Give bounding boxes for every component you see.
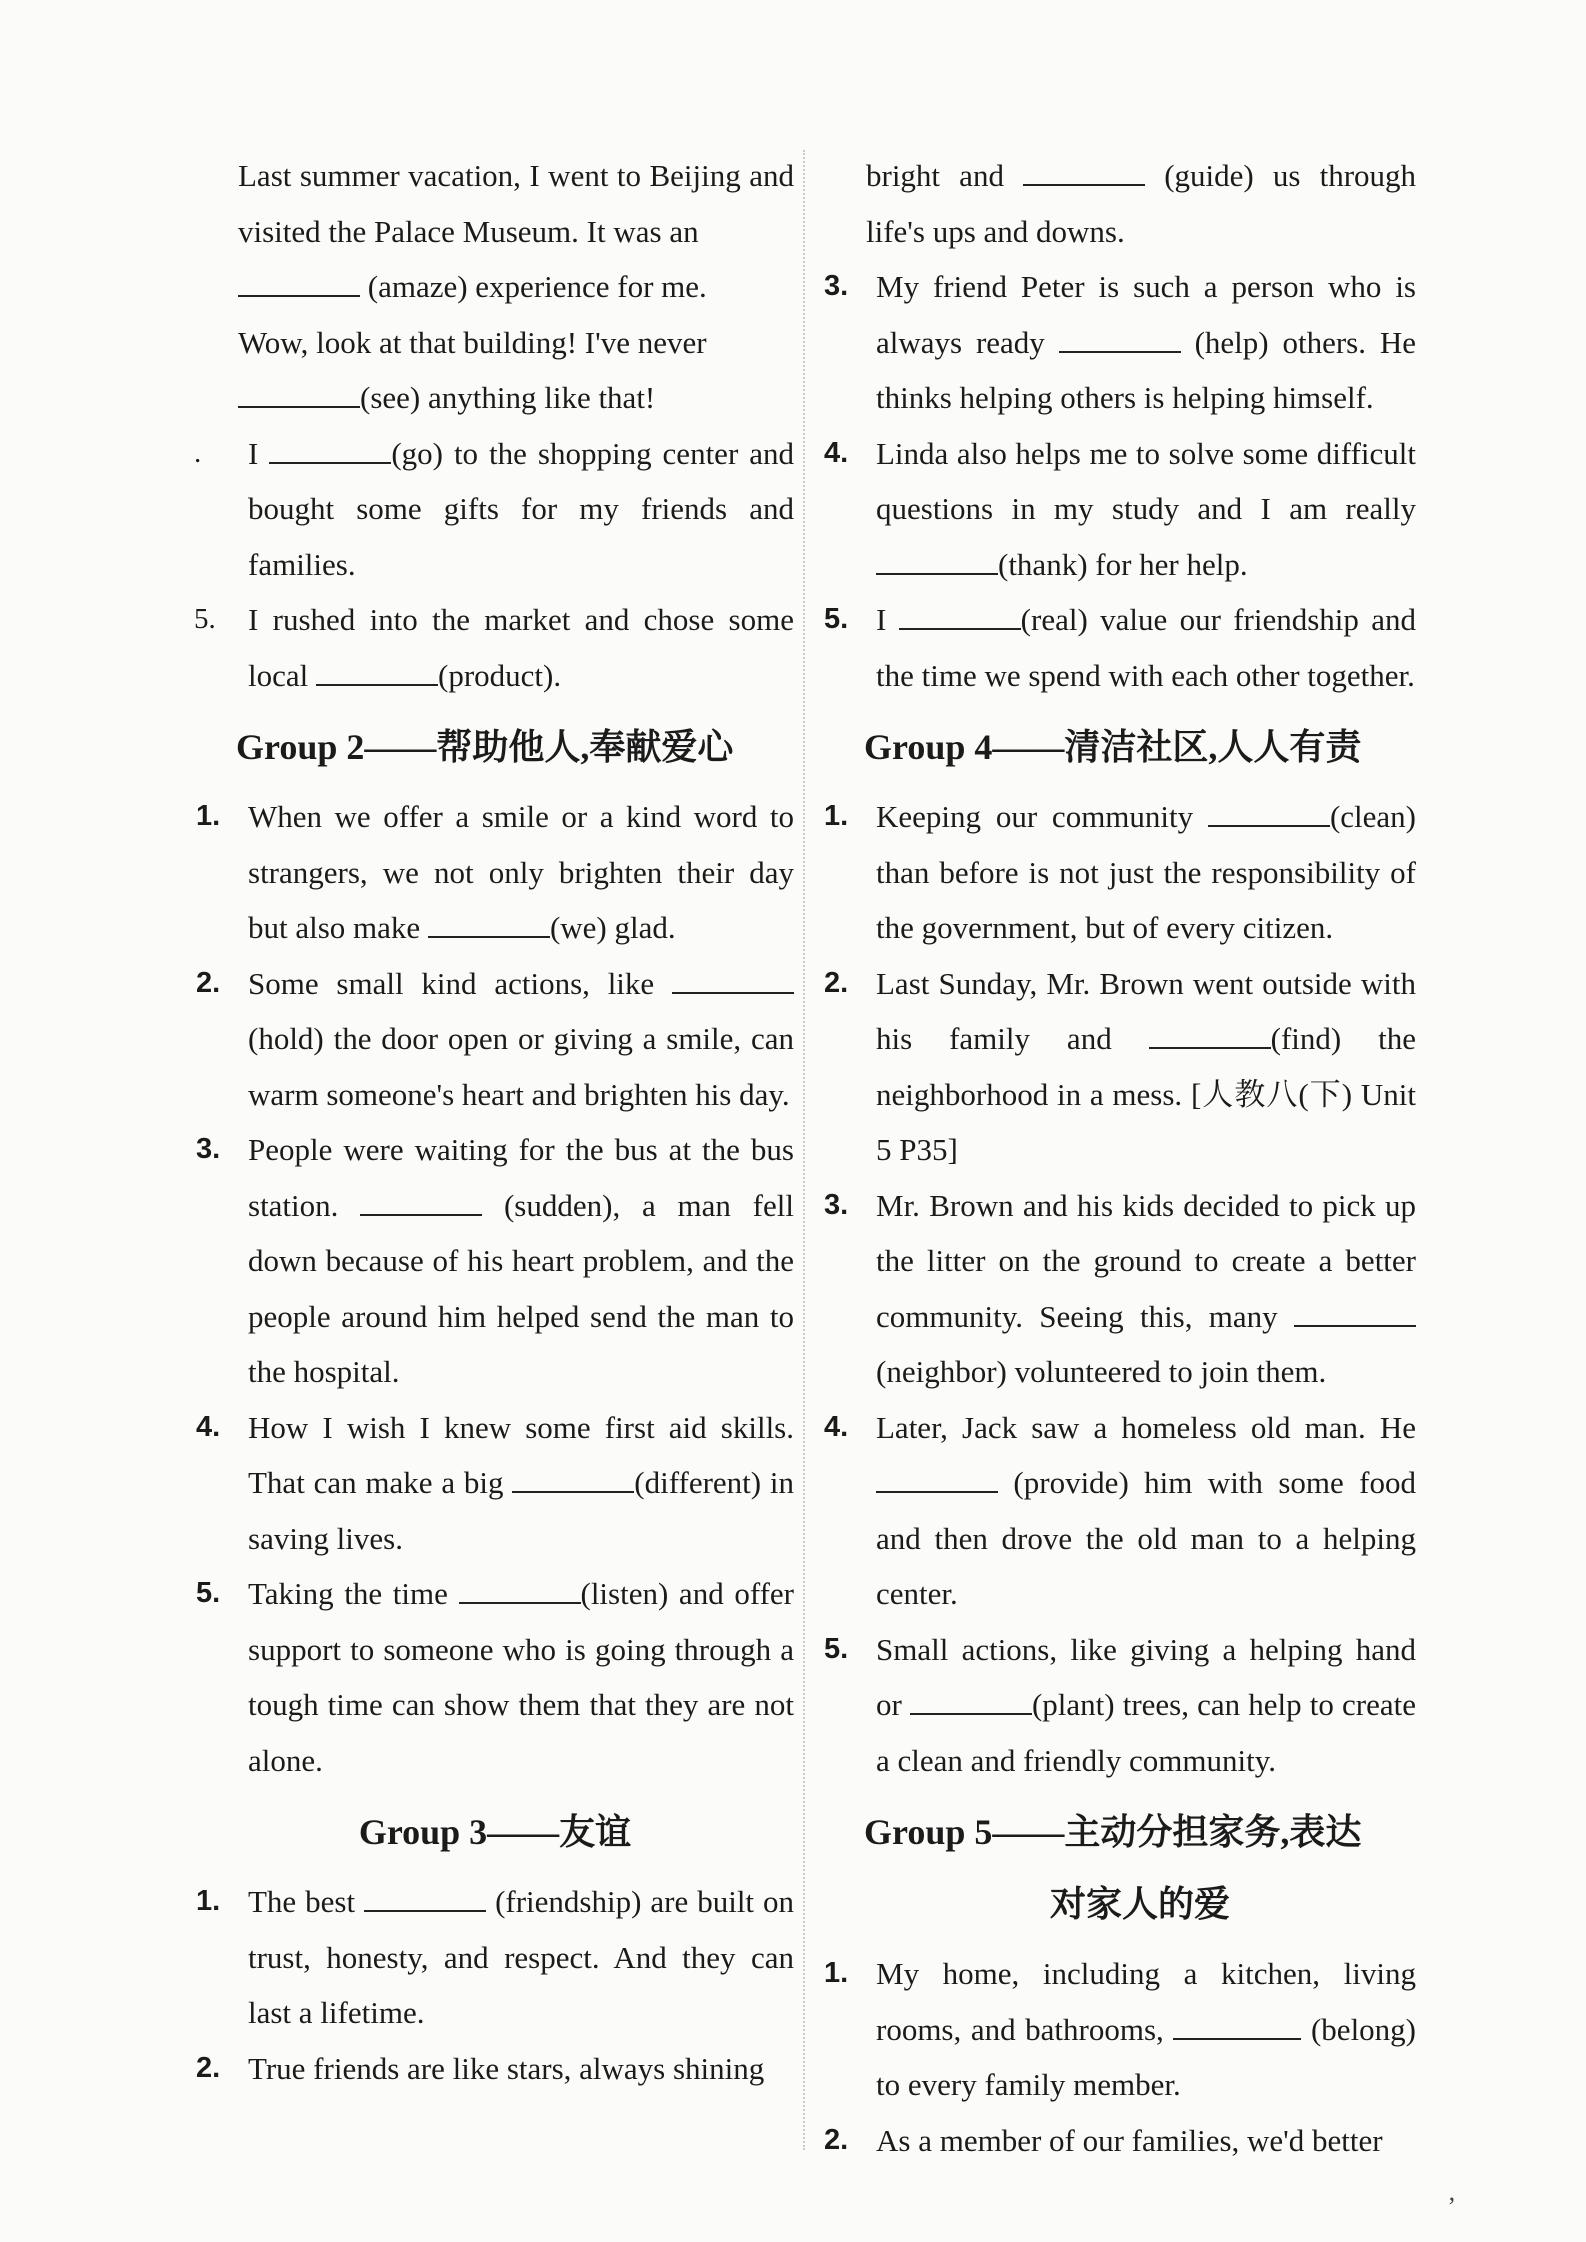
question-text: My friend Peter is such a person who is always ready [876,269,1416,360]
question-text-after: (friendship) are built on trust, honesty, and respect. And they can last a lifetime. [248,1884,795,2030]
group-5-title-line-2: 对家人的爱 [1049,1884,1230,1924]
question-text: Some small kind actions, like [248,965,655,1001]
question-number: 2. [824,966,849,999]
question-text: Small actions, like giving a helping hand or [876,1631,1416,1722]
question-text: My home, including a kitchen, living rooms, and bathrooms, [876,1956,1416,2047]
left-column [196,148,794,2096]
question-text-after: (help) others. He thinks helping others is helping himself. [876,324,1416,415]
question-number: 5. [824,603,849,635]
column-divider [803,150,805,2150]
group-5-title [864,1796,1416,1940]
question-text: As a member of our families, we'd better [876,2122,1383,2158]
question-text: Keeping our community [876,799,1194,834]
question-text: People were waiting for the bus at the bus station. [248,1132,794,1223]
group-5-title-line-1: Group 5——主动分担家务,表达 [864,1812,1362,1852]
question-number: 5. [196,1577,221,1609]
question-item [196,1874,794,2041]
question-text: I [248,435,259,471]
question-item [824,426,1416,593]
question-number: 2. [196,966,221,999]
question-text-after: (different) in saving lives. [248,1465,794,1556]
question-continuation [824,148,1416,259]
question-item [196,956,794,1123]
question-text: How I wish I knew some first aid skills. That can make a big [248,1409,794,1500]
answer-blank[interactable] [1149,1046,1271,1049]
question-text-after: (go) to the shopping center and bought some gifts for my friends and families. [248,435,795,582]
page-corner-mark: ʼ [1447,2192,1456,2221]
answer-blank[interactable] [360,1213,482,1216]
question-item [196,1122,794,1400]
question-number: 1. [196,1885,221,1917]
answer-blank[interactable] [672,991,794,994]
group-4-title: Group 4——清洁社区,人人有责 [864,727,1362,767]
answer-blank[interactable] [428,935,550,938]
answer-blank[interactable] [910,1712,1032,1715]
question-text-after: (clean) than before is not just the responsibility of the government, but of every citizen. [876,799,1416,945]
question-text: I rushed into the market and chose some local [248,602,794,693]
answer-blank[interactable] [1208,824,1330,827]
question-text-after: (neighbor) volunteered to join them. [876,1354,1327,1389]
answer-blank[interactable] [1173,2037,1301,2040]
question-text: Taking the time [248,1576,448,1611]
question-item [824,956,1416,1178]
question-text-after: (guide) us through life's ups and downs. [866,158,1417,249]
question-item [824,592,1416,703]
question-text: Linda also helps me to solve some difficult questions in my study and I am really [876,435,1416,526]
question-item [196,592,794,703]
question-number: 2. [196,2051,221,2084]
question-number: 3. [824,270,849,302]
answer-blank[interactable] [238,294,360,297]
question-number: 4. [824,436,849,469]
question-item [824,1400,1416,1622]
question-text-after: (we) glad. [549,910,676,945]
intro-line-1: Last summer vacation, I went to Beijing and visited the Palace Museum. It was an [238,158,794,249]
question-item [196,1400,794,1567]
answer-blank[interactable] [1059,350,1181,353]
question-number: . [194,436,202,469]
answer-blank[interactable] [459,1601,581,1604]
question-text-after: (belong) to every family member. [876,2011,1417,2102]
answer-blank[interactable] [1294,1324,1416,1327]
intro-paragraph [196,148,794,315]
question-text-after: (provide) him with some food and then drove the old man to a helping center. [876,1465,1416,1611]
question-text: bright and [866,158,1004,193]
question-text-after: (hold) the door open or giving a smile, can warm someone's heart and brighten his day. [248,1021,794,1112]
question-text: Last Sunday, Mr. Brown went outside with his family and [876,965,1416,1056]
question-number: 4. [824,1410,849,1443]
question-number: 3. [196,1133,221,1165]
question-item [196,2041,794,2097]
question-number: 2. [824,2123,849,2156]
group-2-title: Group 2——帮助他人,奉献爱心 [236,727,734,767]
group-3-title: Group 3——友谊 [358,1812,632,1852]
answer-blank[interactable] [512,1490,634,1493]
question-text-after: (product). [438,657,562,693]
right-column [824,148,1416,2168]
intro-line-3: Wow, look at that building! I've never [238,324,707,360]
question-text-after: (sudden), a man fell down because of his heart problem, and the people around him helped send the man to the hospital. [248,1187,794,1389]
question-text: I [876,602,887,637]
question-text: Mr. Brown and his kids decided to pick up the litter on the ground to create a better community. Seeing this, many [876,1187,1416,1334]
question-text-after: (thank) for her help. [998,546,1248,582]
question-text: Later, Jack saw a homeless old man. He [876,1409,1416,1445]
question-item [196,1566,794,1788]
question-text-after: (real) value our friendship and the time we spend with each other together. [876,602,1417,693]
answer-blank[interactable] [1023,183,1145,186]
answer-blank[interactable] [876,572,998,575]
answer-blank[interactable] [316,683,438,686]
question-number: 1. [824,800,849,832]
question-item [824,1622,1416,1789]
question-text: The best [248,1884,356,1919]
question-text-after: (listen) and offer support to someone who is going through a tough time can show them that they are not alone. [248,1576,794,1778]
answer-blank[interactable] [238,405,360,408]
question-number: 1. [824,1957,849,1989]
question-item [824,2113,1416,2169]
question-number: 1. [196,800,221,832]
question-item [824,1178,1416,1400]
question-text: True friends are like stars, always shining [248,2050,765,2086]
intro-paragraph-2 [196,315,794,426]
answer-blank[interactable] [364,1909,486,1912]
question-item [196,426,794,593]
intro-line-2: (amaze) experience for me. [367,269,707,304]
question-text: When we offer a smile or a kind word to strangers, we not only brighten their day but also make [248,799,794,945]
answer-blank[interactable] [269,461,391,464]
question-number: 5. [824,1632,849,1665]
question-text-after: (find) the neighborhood in a mess. [人教八(下) Unit 5 P35] [876,1021,1416,1167]
question-item [824,259,1416,426]
intro-line-4: (see) anything like that! [360,380,656,415]
question-number: 5. [194,603,216,635]
question-item [196,789,794,956]
answer-blank[interactable] [899,627,1021,630]
question-item [824,789,1416,956]
question-text-after: (plant) trees, can help to create a clean and friendly community. [876,1687,1416,1778]
question-item [824,1946,1416,2113]
question-number: 4. [196,1410,221,1443]
question-number: 3. [824,1188,849,1221]
answer-blank[interactable] [876,1490,998,1493]
